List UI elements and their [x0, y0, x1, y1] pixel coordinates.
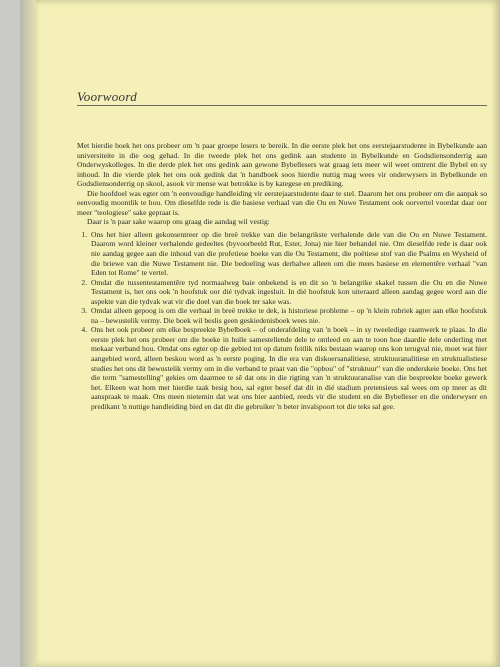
page-heading: Voorwoord — [77, 89, 138, 104]
list-item: 1. Ons het hier alleen gekonsentreer op die breë trekke van die belangrikste verhalende dele van die Ou en Nuwe Testament. Daarom word kleiner verhalende gedeeltes (byvoorbeeld Rut, Ester, Jona) nie hier behandel nie. Om dieselfde rede is daar ook nie aandag gegee aan die inhoud van die profetiese boeke van die Ou Testament, die poëtiese stof van die Psalms en Wysheid of die briewe van die Nuwe Testament nie. Die bedoeling was derhalwe alleen om die mees basiese en elementêre verhaal "van Eden tot Rome" te vertel. — [89, 230, 487, 278]
heading-rule — [77, 105, 487, 106]
list-item: 3. Omdat alleen gepoog is om die verhaal in breë trekke te dek, is historiese probleme – op 'n klein rubriek agter aan elke hoofstuk na – bewustelik vermy. Die boek wil beslis geen geskiedenisboek wees nie. — [89, 306, 487, 325]
body-text — [77, 141, 487, 411]
paragraph-intro: Met hierdie boek het ons probeer om 'n paar groepe lesers te bereik. In die eerste plek het ons eerstejaarstudente in Bybelkunde aan universiteite in die oog gehad. In die tweede plek het ons gedink aan studente in Bybelkunde en Godsdiensonderrig aan Onderwyskolleges. In die derde plek het ons gedink aan gewone Bybellesers wat graag iets meer wil weet omtrent die Bybel en sy inhoud. In die vierde plek het ons ook gedink dat 'n handboek soos hierdie nuttig mag wees vir onderwysers in Bybelkunde en Godsdiensonderrig op skool, asook vir mense wat betrokke is by kategese en prediking. — [77, 141, 487, 189]
paragraph-lead: Daar is 'n paar sake waarop ons graag die aandag wil vestig: — [87, 217, 270, 227]
list-item: 2. Omdat die tussentestamentêre tyd normaalweg baie onbekend is en dit so 'n belangrike skakel tussen die Ou en die Nuwe Testament is, het ons ook 'n hoofstuk oor dié tydvak ingesluit. In dié hoofstuk kon uiteraard alleen aandag gegee word aan die aspekte van die tydvak wat vir die doel van die boek ter sake was. — [89, 278, 487, 307]
numbered-list — [77, 230, 487, 411]
paragraph-purpose: Die hoofdoel was egter om 'n eenvoudige handleiding vir eerstejaarstudente daar te stel. Daarom het ons probeer om die aanpak so eenvoudig moontlik te hou. Om dieselfde rede is die basiese verhaal van die Ou en Nuwe Testament ook oorvertel voordat daar oor meer "teologiese" sake gepraat is. — [77, 188, 487, 217]
list-item: 4. Ons het ook probeer om elke bespreekte Bybelboek – of onderafdeling van 'n boek – in sy tweeledige raamwerk te plaas. In die eerste plek het ons probeer om die boeke in hulle samestellende dele te ontleed en aan te toon hoe daardie dele onderling met mekaar verband hou. Omdat ons egter op die gebied tot op datum feitlik niks bestaan waarop ons kon terugval nie, moet wat hier aangebied word, alleen beskou word as 'n eerste poging. In die era van diskoersanalitiese, struktuuranalitiese en struktualistiese studies het ons dit bewustelik vermy om in die verband te praat van die "opbou" of "struktuur" van die onderskeie boeke. Ons het die term "samestelling" gekies om daarmee te sê dat ons in die rigting van 'n struktuuranalise van die bespreekte boeke gewerk het. Elkeen wat hom met hierdie taak besig hou, sal egter besef dat dit in dié stadium pretensieus sal wees om op meer as dít aanspraak te maak. Ons meen nietemin dat wat ons hier aanbied, reeds vir die student en die Bybelleser en die onderwyser en predikant 'n nuttige handleiding bied en dat dit die gebruiker 'n beter invalspoort tot die teks sal gee. — [89, 325, 487, 411]
